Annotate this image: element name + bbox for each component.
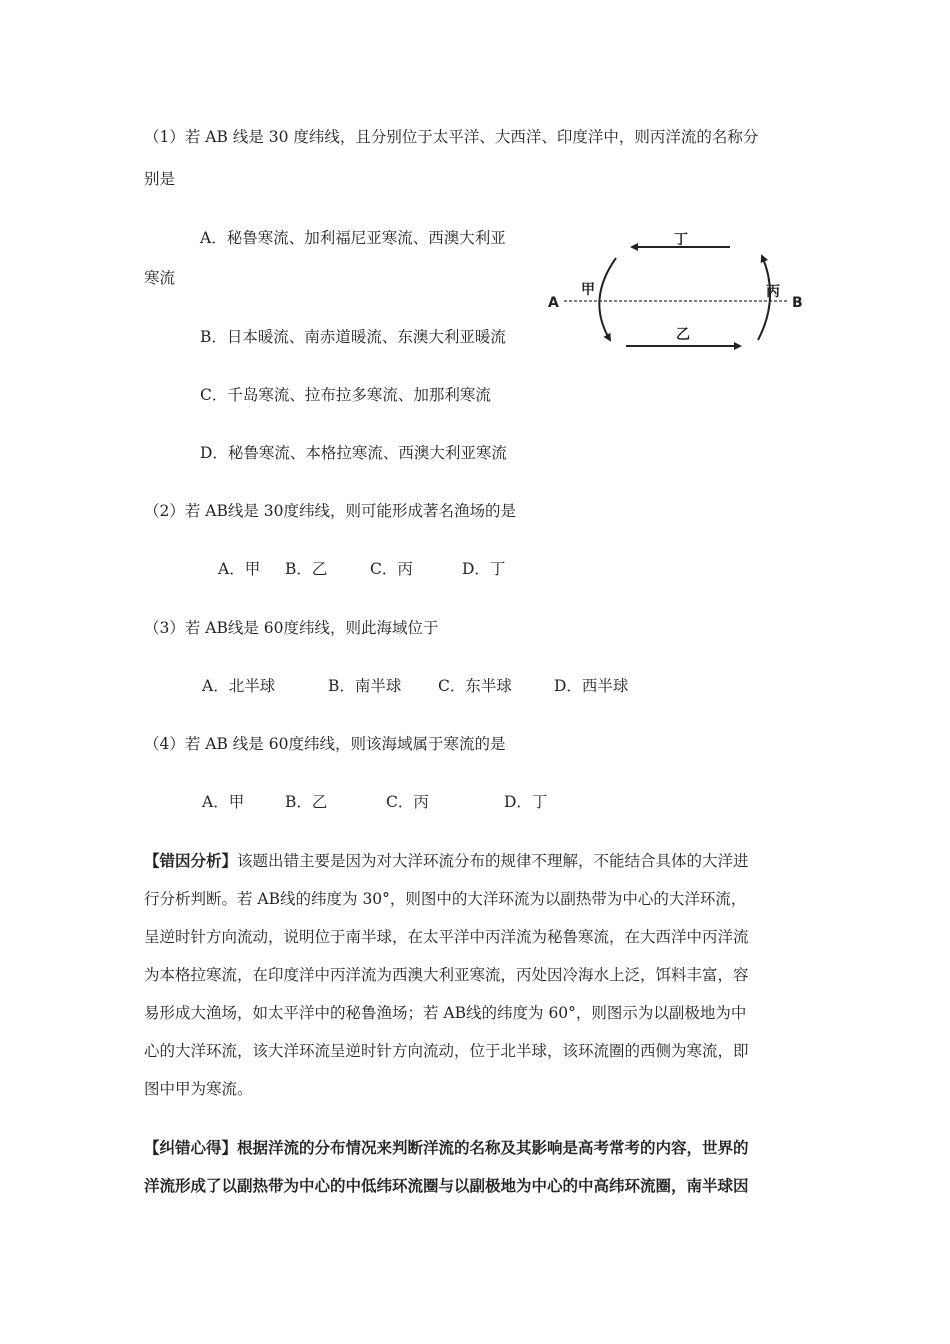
q3-option-a: A．北半球 [202, 677, 276, 695]
label-bing: 丙 [766, 284, 780, 300]
correction-line-1 [144, 1137, 749, 1159]
correction-line-2: 洋流形成了以副热带为中心的中低纬环流圈与以副极地为中心的中高纬环流圈，南半球因 [144, 1176, 749, 1195]
label-a: A [548, 295, 559, 311]
analysis-line-4: 为本格拉寒流，在印度洋中丙洋流为西澳大利亚寒流，丙处因冷海水上泛，饵料丰富，容 [144, 966, 749, 984]
q4-stem: （4）若 AB 线是 60度纬线，则该海域属于寒流的是 [144, 735, 506, 753]
q2-option-a: A．甲 [218, 560, 261, 578]
correction-text-1: 根据洋流的分布情况来判断洋流的名称及其影响是高考常考的内容，世界的 [237, 1138, 749, 1157]
q1-stem-line2: 别是 [144, 170, 176, 188]
ocean-current-diagram [544, 222, 806, 352]
q3-option-b: B．南半球 [328, 677, 402, 695]
q1-option-a: A．秘鲁寒流、加利福尼亚寒流、西澳大利亚 [200, 229, 506, 247]
analysis-text-1: 该题出错主要是因为对大洋环流分布的规律不理解，不能结合具体的大洋进 [237, 852, 749, 870]
analysis-line-1 [144, 850, 749, 872]
q1-option-d: D．秘鲁寒流、本格拉寒流、西澳大利亚寒流 [200, 444, 507, 462]
label-jia: 甲 [581, 282, 595, 298]
q4-option-c: C．丙 [386, 793, 429, 811]
q4-option-a: A．甲 [202, 793, 245, 811]
q3-stem: （3）若 AB线是 60度纬线，则此海域位于 [144, 619, 439, 637]
q3-option-c: C．东半球 [438, 677, 512, 695]
analysis-line-5: 易形成大渔场，如太平洋中的秘鲁渔场；若 AB线的纬度为 60°，则图示为以副极地为中 [144, 1004, 747, 1022]
q2-option-d: D．丁 [462, 560, 506, 578]
q1-option-b: B．日本暖流、南赤道暖流、东澳大利亚暖流 [200, 328, 506, 346]
q2-option-b: B．乙 [285, 560, 328, 578]
q1-option-c: C．千岛寒流、拉布拉多寒流、加那利寒流 [200, 386, 491, 404]
analysis-line-2: 行分析判断。若 AB线的纬度为 30°，则图中的大洋环流为以副热带为中心的大洋环流， [144, 890, 747, 908]
q4-option-b: B．乙 [285, 793, 328, 811]
q2-option-c: C．丙 [370, 560, 413, 578]
q1-stem-line1: （1）若 AB 线是 30 度纬线，且分别位于太平洋、大西洋、印度洋中，则丙洋流的名称分 [144, 128, 759, 146]
analysis-heading: 【错因分析】 [144, 851, 238, 870]
correction-heading: 【纠错心得】 [144, 1138, 238, 1157]
analysis-line-7: 图中甲为寒流。 [144, 1080, 253, 1098]
q4-option-d: D．丁 [504, 793, 548, 811]
label-b: B [792, 295, 803, 311]
analysis-line-6: 心的大洋环流，该大洋环流呈逆时针方向流动，位于北半球，该环流圈的西侧为寒流，即 [144, 1042, 749, 1060]
arrow-jia [599, 258, 616, 340]
q1-option-a-cont: 寒流 [144, 269, 176, 287]
q3-option-d: D．西半球 [554, 677, 629, 695]
label-ding: 丁 [674, 232, 688, 248]
q2-stem: （2）若 AB线是 30度纬线，则可能形成著名渔场的是 [144, 502, 517, 520]
analysis-line-3: 呈逆时针方向流动，说明位于南半球，在太平洋中丙洋流为秘鲁寒流，在大西洋中丙洋流 [144, 928, 749, 946]
label-yi: 乙 [676, 327, 690, 343]
